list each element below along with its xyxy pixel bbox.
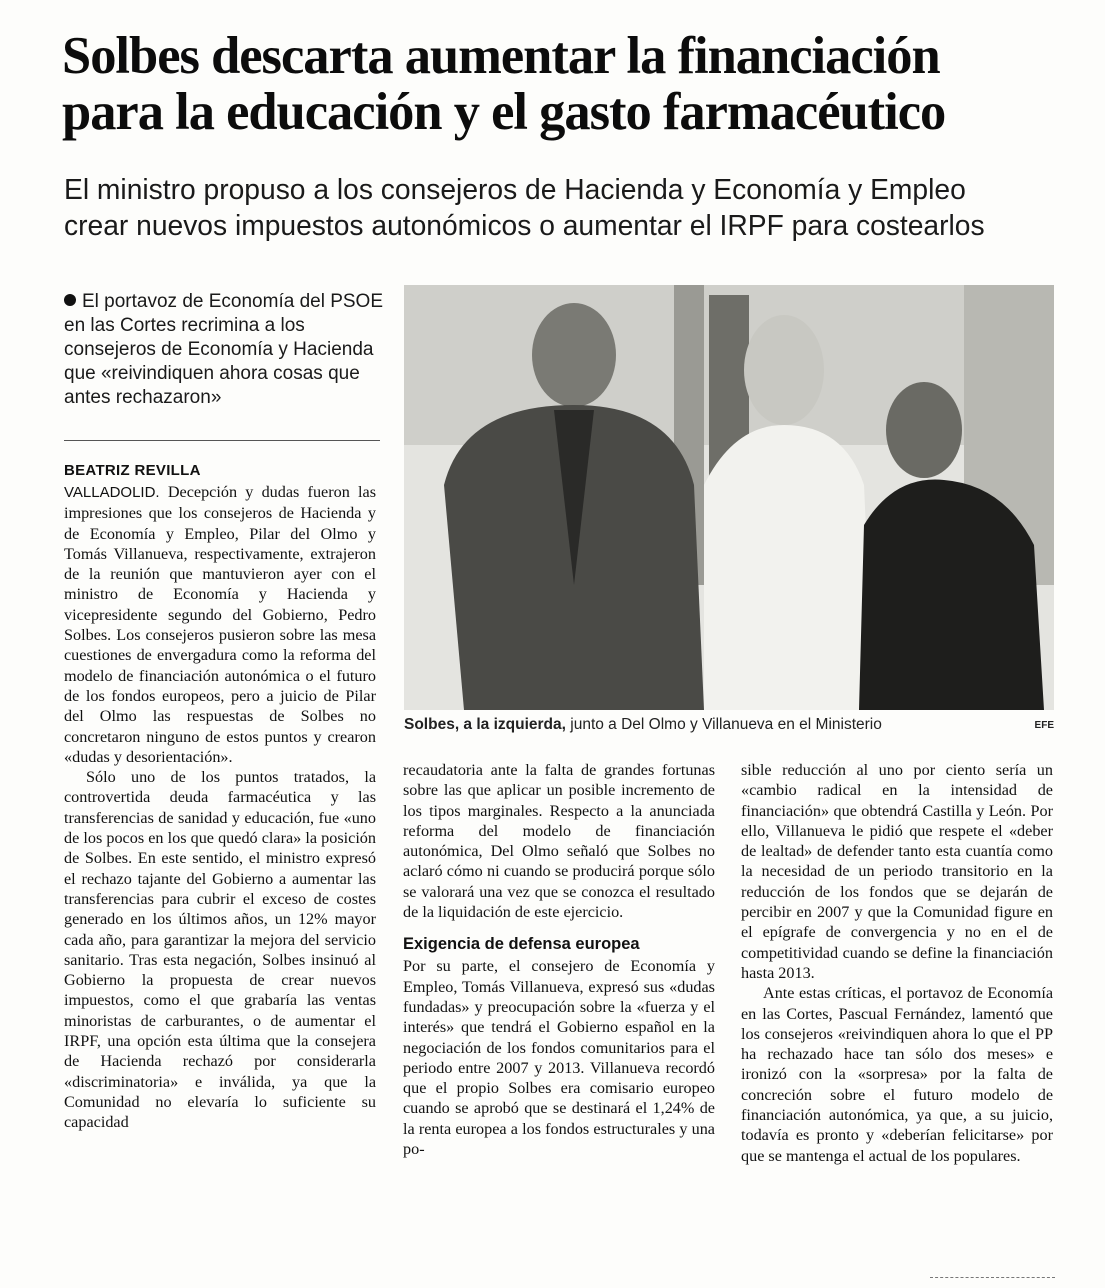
article-column-1 [64,482,376,1133]
caption-text: junto a Del Olmo y Villanueva en el Ministerio [565,716,882,733]
paragraph: recaudatoria ante la falta de grandes fortunas sobre las que aplicar un posible incremento de los tipos marginales. Respecto a la anunciada reforma del modelo de financiación autonómica, Del Olmo señaló que Solbes no aclaró cómo ni cuando se producirá porque sólo se valorará una vez que se conozca el resultado de la liquidación de este ejercicio. [403,761,715,922]
paragraph: sible reducción al uno por ciento sería un «cambio radical en la intensidad de financiación» que obtendrá Castilla y León. Por ello, Villanueva le pidió que respete el «deber de lealtad» de defender tanto esta cuantía como la necesidad de un periodo transitorio en la reducción de los fondos que se dejarán de percibir en 2007 y que la Comunidad figure en el epígrafe de convergencia y no en el de competitividad cuando se define la financiación hasta 2013. [741,761,1053,982]
photo-caption [404,716,1054,734]
paragraph [64,482,376,767]
footer-divider [930,1277,1055,1278]
subheadline-line-2: crear nuevos impuestos autonómicos o aumentar el IRPF para costearlos [64,210,985,242]
article-column-3 [741,760,1053,1166]
paragraph: Sólo uno de los puntos tratados, la controvertida deuda farmacéutica y las transferencias de sanidad y educación, fue «uno de los pocos en los que quedó clara» la posición de Solbes. En este sentido, el ministro expresó el rechazo tajante del Gobierno a aumentar las transferencias para cubrir el exceso de costes generado en los últimos años, un 12% mayor cada año, para garantizar la mejora del servicio sanitario. Tras esta negación, Solbes insinuó al Gobierno la propuesta de crear nuevos impuestos, como el que grabaría las ventas minoristas de carburantes, o de aumentar el IRPF, una opción esta última que la consejera de Hacienda rechazó por considerarla «discriminatoria» e inválida, ya que la Comunidad no elevaría lo suficiente su capacidad [64,768,376,1132]
photo-illustration [404,285,1054,710]
subheadline-line-1: El ministro propuso a los consejeros de Hacienda y Economía y Empleo [64,174,966,206]
paragraph: Por su parte, el consejero de Economía y Empleo, Tomás Villanueva, expresó sus «dudas fundadas» y preocupación sobre la «fuerza y el interés» que tendrá el Gobierno español en la negociación de los fondos comunitarios para el periodo entre 2007 y 2013. Villanueva recordó que el propio Solbes era comisario europeo cuando se aprobó que se destinará el 1,24% de la renta europea a los fondos estructurales y una po- [403,957,715,1159]
paragraph: Ante estas críticas, el portavoz de Economía en las Cortes, Pascual Fernández, lamentó que los consejeros «reivindiquen ahora lo que el PP ha rechazado hace tan sólo dos meses» e ironizó con la «sorpresa» por la falta de concreción sobre el futuro modelo de financiación autonómica, ya que, a su juicio, todavía es pronto y «deberían felicitarse» por que se mantenga el actual de los populares. [741,984,1053,1165]
news-photo [404,285,1054,710]
summary-box [64,290,384,410]
paragraph-text: Decepción y dudas fueron las impresiones que los consejeros de Hacienda y de Economía y Empleo, Pilar del Olmo y Tomás Villanueva, respectivamente, extrajeron de la reunión que mantuvieron ayer con el ministro de Economía y Hacienda y vicepresidente segundo del Gobierno, Pedro Solbes. Los consejeros pusieron sobre las mesa cuestiones de envergadura como la reforma del modelo de financiación autonómica o el futuro de los fondos europeos, pero a juicio de Pilar del Olmo las respuestas de Solbes no concretaron ninguno de estos puntos y crearon «dudas y desorientación». [64,483,376,766]
summary-text: El portavoz de Economía del PSOE en las Cortes recrimina a los consejeros de Economía y Hacienda que «reivindiquen ahora cosas que antes rechazaron» [64,291,383,408]
article-column-2 [403,760,715,1159]
summary-divider [64,440,380,441]
author-byline: BEATRIZ REVILLA [64,462,201,479]
photo-credit: EFE [1034,720,1054,731]
section-subtitle: Exigencia de defensa europea [403,935,640,954]
bullet-icon [64,294,76,306]
caption-bold: Solbes, a la izquierda, [404,716,566,733]
headline [62,28,1062,140]
headline-line-2: para la educación y el gasto farmacéutico [62,83,946,141]
headline-line-1: Solbes descarta aumentar la financiación [62,27,940,85]
dateline: VALLADOLID. [64,484,160,501]
subheadline [64,172,1064,244]
